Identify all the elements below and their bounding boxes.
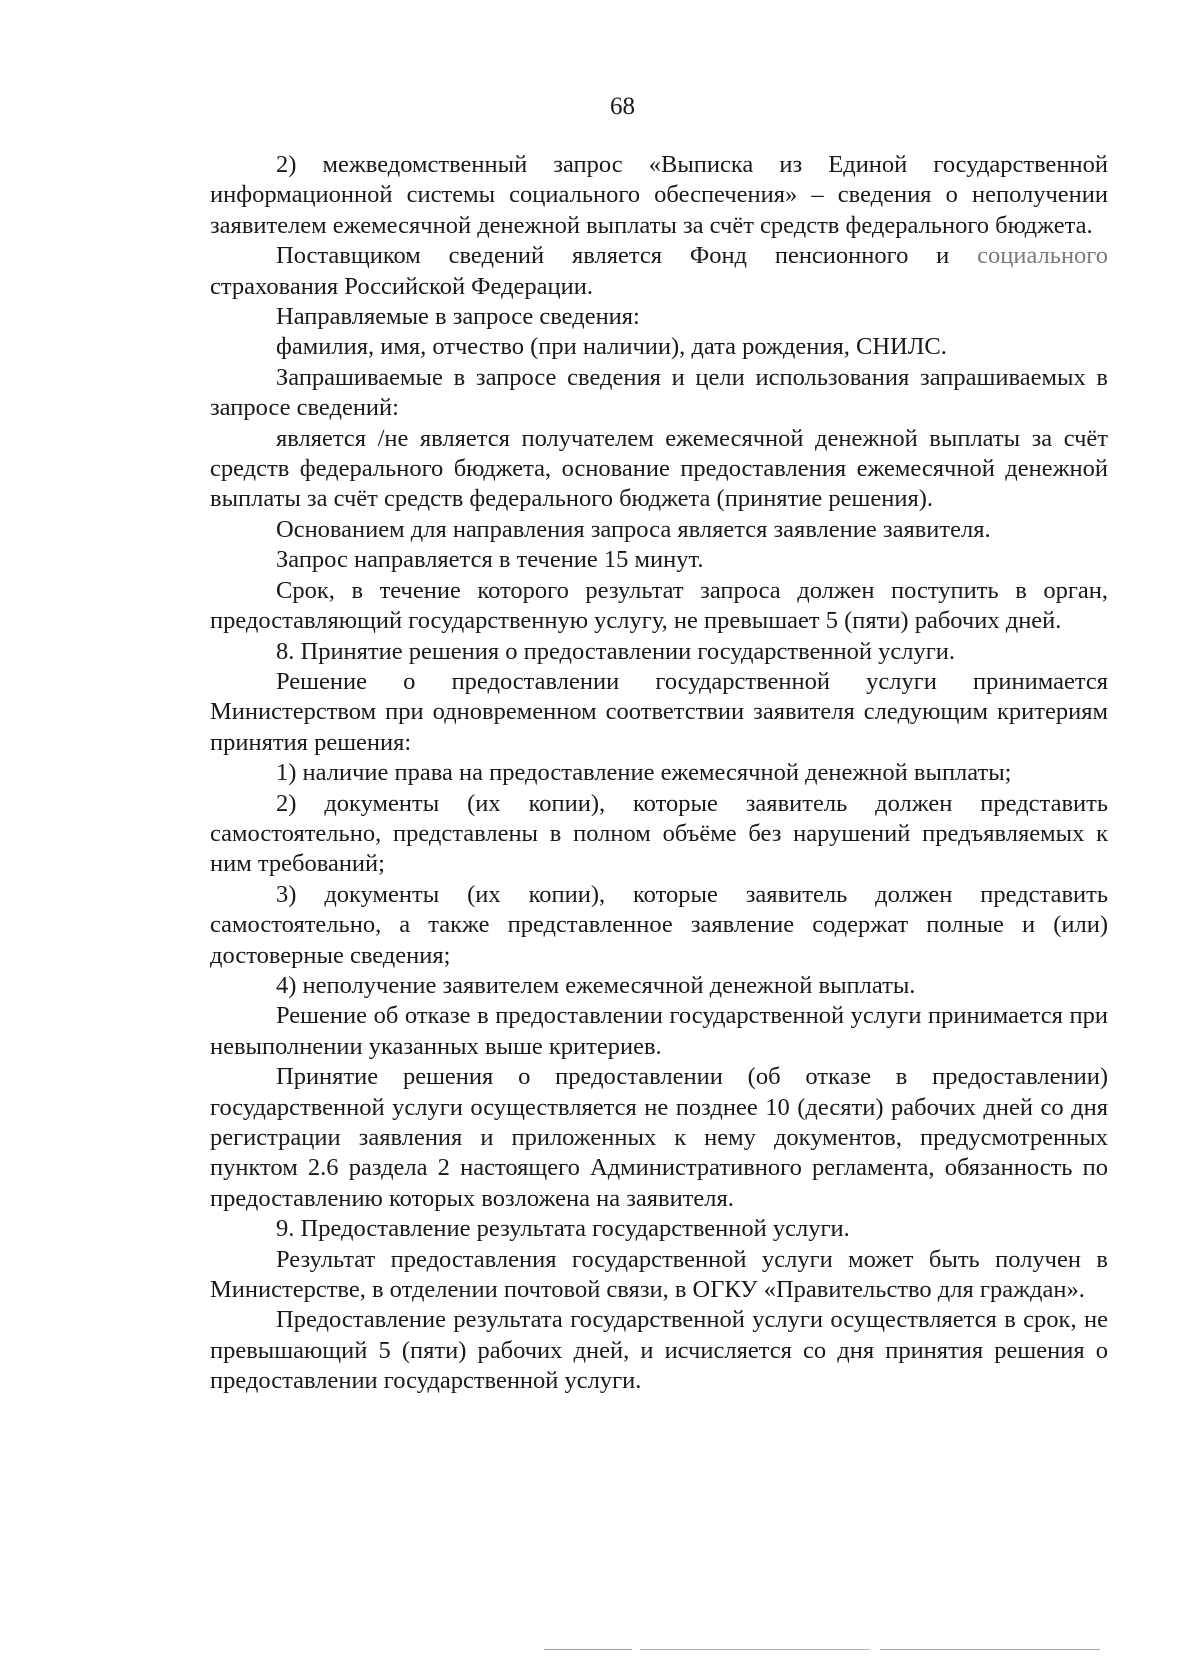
- section-heading-9: 9. Предоставление результата государственной услуги.: [276, 1215, 850, 1243]
- footer-divider-middle: [640, 1649, 870, 1650]
- paragraph-request-basis: Основанием для направления запроса является заявление заявителя.: [276, 515, 991, 543]
- paragraph-response-deadline: Срок, в течение которого результат запроса должен поступить в орган, предоставляющий государственную услугу, не превышает 5 (пяти) рабочих дней.: [210, 576, 1108, 635]
- document-body: [210, 150, 1108, 1397]
- paragraph-refusal-decision: Решение об отказе в предоставлении государственной услуги принимается при невыполнении указанных выше критериев.: [210, 1002, 1108, 1060]
- footer-divider-left: [544, 1649, 632, 1650]
- page-number: 68: [610, 93, 635, 120]
- paragraph-data-supplier-faint: социального: [977, 242, 1108, 270]
- paragraph-sent-data-list: фамилия, имя, отчество (при наличии), дата рождения, СНИЛС.: [276, 333, 947, 361]
- paragraph-decision-deadline: Принятие решения о предоставлении (об отказе в предоставлении) государственной услуги осуществляется не позднее 10 (десяти) рабочих дней со дня регистрации заявления и приложенных к нему документов, предусмотренных пунктом 2.6 раздела 2 настоящего Административного регламента, обязанность по предоставлению которых возложена на заявителя.: [210, 1063, 1108, 1212]
- paragraph-interagency-request: 2) межведомственный запрос «Выписка из Единой государственной информационной системы социального обеспечения» – сведения о неполучении заявителем ежемесячной денежной выплаты за счёт средств федерального бюджета.: [210, 151, 1108, 239]
- paragraph-result-locations: Результат предоставления государственной услуги может быть получен в Министерстве, в отделении почтовой связи, в ОГКУ «Правительство для граждан».: [210, 1245, 1108, 1304]
- paragraph-result-deadline: Предоставление результата государственной услуги осуществляется в срок, не превышающий 5 (пяти) рабочих дней, и исчисляется со дня принятия решения о предоставлении государственной услуги.: [210, 1306, 1108, 1395]
- paragraph-request-timing: Запрос направляется в течение 15 минут.: [276, 546, 704, 574]
- criterion-2: 2) документы (их копии), которые заявитель должен представить самостоятельно, представлены в полном объёме без нарушений предъявляемых к ним требований;: [210, 789, 1108, 878]
- paragraph-data-supplier: [210, 241, 1108, 302]
- footer-divider-right: [880, 1649, 1100, 1650]
- paragraph-data-supplier-tail: страхования Российской Федерации.: [210, 272, 594, 300]
- paragraph-decision-criteria-intro: Решение о предоставлении государственной услуги принимается Министерством при одновременном соответствии заявителя следующим критериям принятия решения:: [210, 667, 1108, 756]
- criterion-4: 4) неполучение заявителем ежемесячной денежной выплаты.: [276, 971, 916, 999]
- paragraph-data-supplier-lead: Поставщиком сведений является Фонд пенсионного и: [276, 242, 978, 270]
- paragraph-requested-data-list: является /не является получателем ежемесячной денежной выплаты за счёт средств федерального бюджета, основание предоставления ежемесячной денежной выплаты за счёт средств федерального бюджета (принятие решения).: [210, 424, 1108, 513]
- paragraph-requested-data-heading: Запрашиваемые в запросе сведения и цели использования запрашиваемых в запросе сведений:: [210, 363, 1108, 422]
- section-heading-8: 8. Принятие решения о предоставлении государственной услуги.: [276, 637, 956, 665]
- paragraph-sent-data-heading: Направляемые в запросе сведения:: [276, 303, 640, 331]
- criterion-3: 3) документы (их копии), которые заявитель должен представить самостоятельно, а также представленное заявление содержат полные и (или) достоверные сведения;: [210, 880, 1108, 969]
- criterion-1: 1) наличие права на предоставление ежемесячной денежной выплаты;: [276, 759, 1012, 787]
